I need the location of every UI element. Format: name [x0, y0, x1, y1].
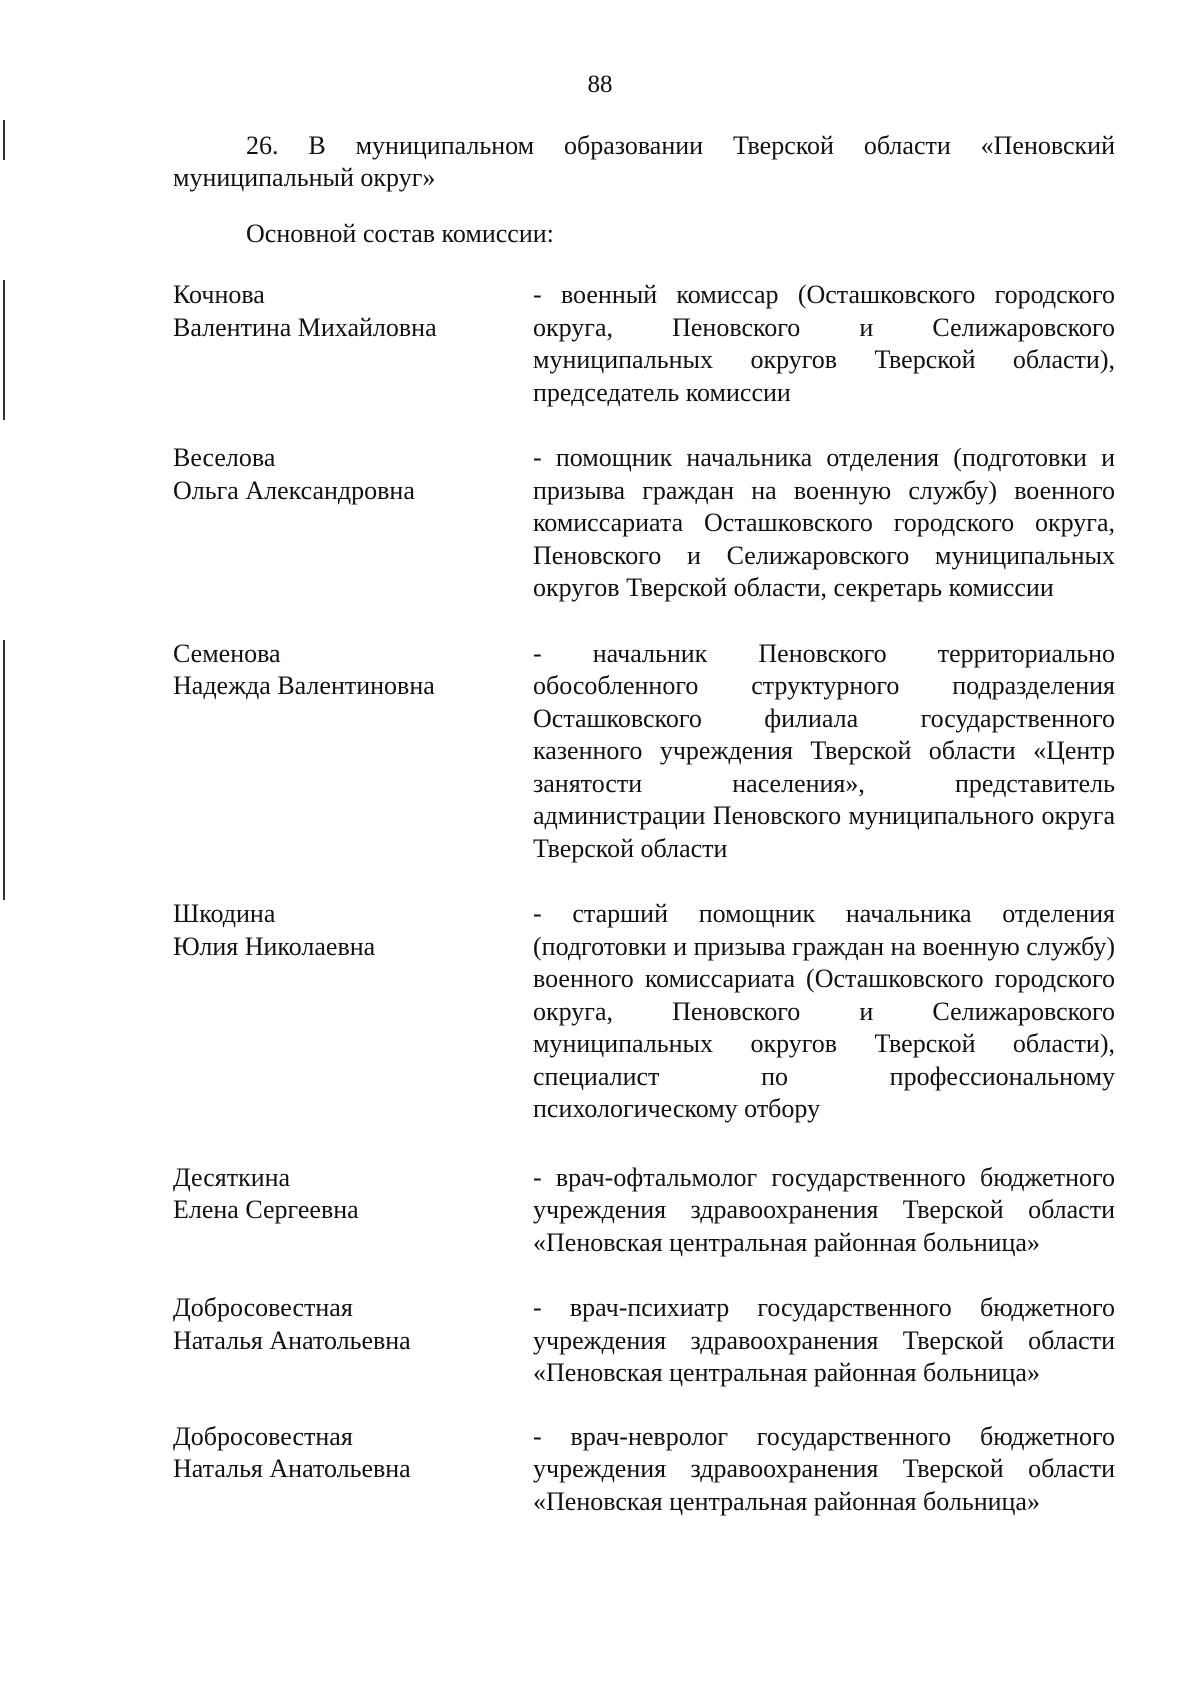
member-surname: Шкодина	[173, 899, 276, 928]
member-surname: Десяткина	[173, 1162, 291, 1192]
member-given-names: Ольга Александровна	[173, 475, 415, 505]
member-role: - военный комиссар (Осташковского городского округа, Пеновского и Селижаровского муниципальных округов Тверской области), председатель комиссии	[533, 280, 1115, 407]
member-name	[173, 1292, 533, 1390]
member-given-names: Наталья Анатольевна	[173, 1454, 411, 1483]
member-name	[173, 442, 533, 605]
member-surname: Веселова	[173, 443, 276, 472]
member-entry	[173, 442, 1115, 605]
member-given-names: Наталья Анатольевна	[173, 1325, 411, 1355]
page-number: 88	[587, 71, 613, 98]
commission-members-list	[173, 279, 1115, 1518]
member-given-names: Елена Сергеевна	[173, 1195, 359, 1224]
member-surname: Кочнова	[173, 280, 265, 309]
section-heading: 26. В муниципальном образовании Тверской области «Пеновский муниципальный округ»	[173, 131, 1115, 192]
member-name	[173, 638, 533, 866]
member-name	[173, 279, 533, 409]
member-given-names: Надежда Валентиновна	[173, 671, 435, 700]
member-surname: Семенова	[173, 638, 281, 668]
member-name	[173, 1421, 533, 1519]
commission-subheading: Основной состав комиссии:	[246, 219, 554, 248]
scan-artifact	[3, 640, 5, 900]
member-entry	[173, 638, 1115, 866]
member-name	[173, 898, 533, 1126]
member-role: - помощник начальника отделения (подготовки и призыва граждан на военную службу) военного комиссариата Осташковского городского округа, Пеновского и Селижаровского муниципальных округов Тверской области, секретарь комиссии	[533, 443, 1115, 602]
member-name	[173, 1162, 533, 1260]
member-role: - врач-офтальмолог государственного бюджетного учреждения здравоохранения Тверской области «Пеновская центральная районная больница»	[533, 1162, 1115, 1257]
member-surname: Добросовестная	[173, 1421, 353, 1451]
member-role: - старший помощник начальника отделения (подготовки и призыва граждан на военную службу) военного комиссариата (Осташковского городского округа, Пеновского и Селижаровского муниципальных округов Тверской области), специалист по профессиональному психологическому отбору	[533, 899, 1115, 1123]
member-entry	[173, 279, 1115, 409]
member-given-names: Юлия Николаевна	[173, 931, 376, 961]
member-role: - врач-невролог государственного бюджетного учреждения здравоохранения Тверской области «Пеновская центральная районная больница»	[533, 1421, 1115, 1516]
member-role: - врач-психиатр государственного бюджетного учреждения здравоохранения Тверской области «Пеновская центральная районная больница»	[533, 1293, 1115, 1387]
scan-artifact	[3, 120, 5, 160]
scan-artifact	[3, 280, 5, 420]
member-given-names: Валентина Михайловна	[173, 312, 437, 342]
member-entry	[173, 1421, 1115, 1519]
member-entry	[173, 898, 1115, 1126]
member-surname: Добросовестная	[173, 1293, 353, 1322]
member-entry	[173, 1292, 1115, 1390]
member-role: - начальник Пеновского территориально обособленного структурного подразделения Осташковского филиала государственного казенного учреждения Тверской области «Центр занятости населения», представитель администрации Пеновского муниципального округа Тверской области	[533, 638, 1115, 863]
member-entry	[173, 1162, 1115, 1260]
